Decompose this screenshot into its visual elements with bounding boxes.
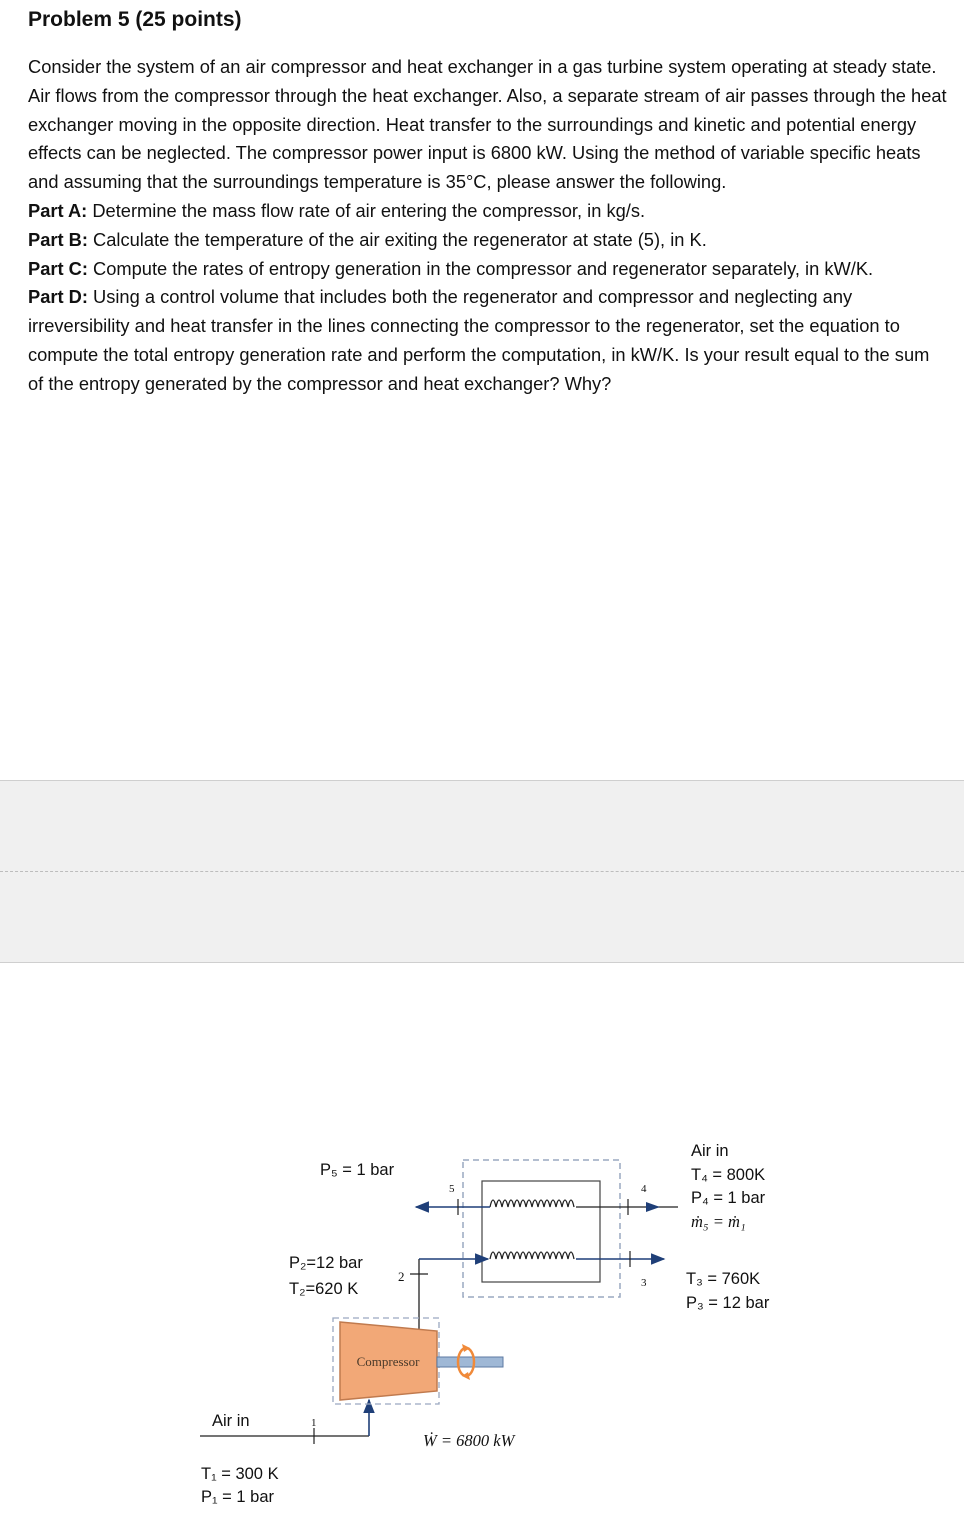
state-3-number: 3 [641,1277,647,1289]
state-2-temperature: T₂=620 K [289,1280,359,1298]
state-4-air-in: Air in [691,1142,729,1160]
part-c-text: Compute the rates of entropy generation in the compressor and regenerator separately, in kW/K. [87,257,874,279]
mass-flow-equality: ṁ₅ = ṁ₁ [691,1212,746,1231]
part-a-label: Part A: [28,199,88,221]
state-3-pressure: P₃ = 12 bar [686,1294,770,1312]
regenerator-coil-upper [490,1200,574,1207]
hot-stream-4-to-5 [416,1199,678,1215]
shaft [437,1344,503,1380]
regenerator [463,1160,620,1297]
part-d-label: Part D: [28,286,88,308]
state-4-number: 4 [641,1183,647,1195]
regenerator-shell [482,1181,600,1282]
state-3-temperature: T₃ = 760K [686,1270,761,1288]
compressor [333,1318,439,1404]
part-b-label: Part B: [28,228,88,250]
state-1-air-in: Air in [212,1412,250,1430]
part-a-text: Determine the mass flow rate of air entering the compressor, in kg/s. [87,199,646,221]
compressed-stream-2-to-3 [410,1251,664,1335]
problem-title: Problem 5 (25 points) [28,8,242,31]
compressor-power: Ẇ = 6800 kW [423,1431,515,1450]
part-c-label: Part C: [28,257,88,279]
state-4-temperature: T₄ = 800K [691,1166,766,1184]
state-1-number: 1 [311,1417,317,1429]
state-4-pressure: P₄ = 1 bar [691,1189,766,1207]
state-1-temperature: T₁ = 300 K [201,1465,279,1483]
state-5-pressure: P₅ = 1 bar [320,1161,395,1179]
part-b-text: Calculate the temperature of the air exiting the regenerator at state (5), in K. [87,228,707,250]
state-2-pressure: P₂=12 bar [289,1254,363,1272]
compressor-label: Compressor [356,1354,420,1369]
state-2-number: 2 [398,1269,405,1284]
part-d-text: Using a control volume that includes both the regenerator and compressor and neglecting any irreversibility and heat transfer in the lines connecting the compressor to the regenerator, set the equation to compute the total entropy generation rate and perform the computation, in kW/K. Is your result equal to the sum of the entropy generated by the compressor and heat exchanger? Why? [28,286,930,394]
problem-intro: Consider the system of an air compressor and heat exchanger in a gas turbine system operating at steady state. Air flows from the compressor through the heat exchanger. Also, a separate stream of air passes through the heat exchanger moving in the opposite direction. Heat transfer to the surroundings and kinetic and potential energy effects can be neglected. The compressor power input is 6800 kW. Using the method of variable specific heats and assuming that the surroundings temperature is 35°C, please answer the following. [28,56,947,193]
regenerator-coil-lower [490,1252,574,1259]
state-1-pressure: P₁ = 1 bar [201,1488,274,1506]
state-5-number: 5 [449,1183,455,1195]
